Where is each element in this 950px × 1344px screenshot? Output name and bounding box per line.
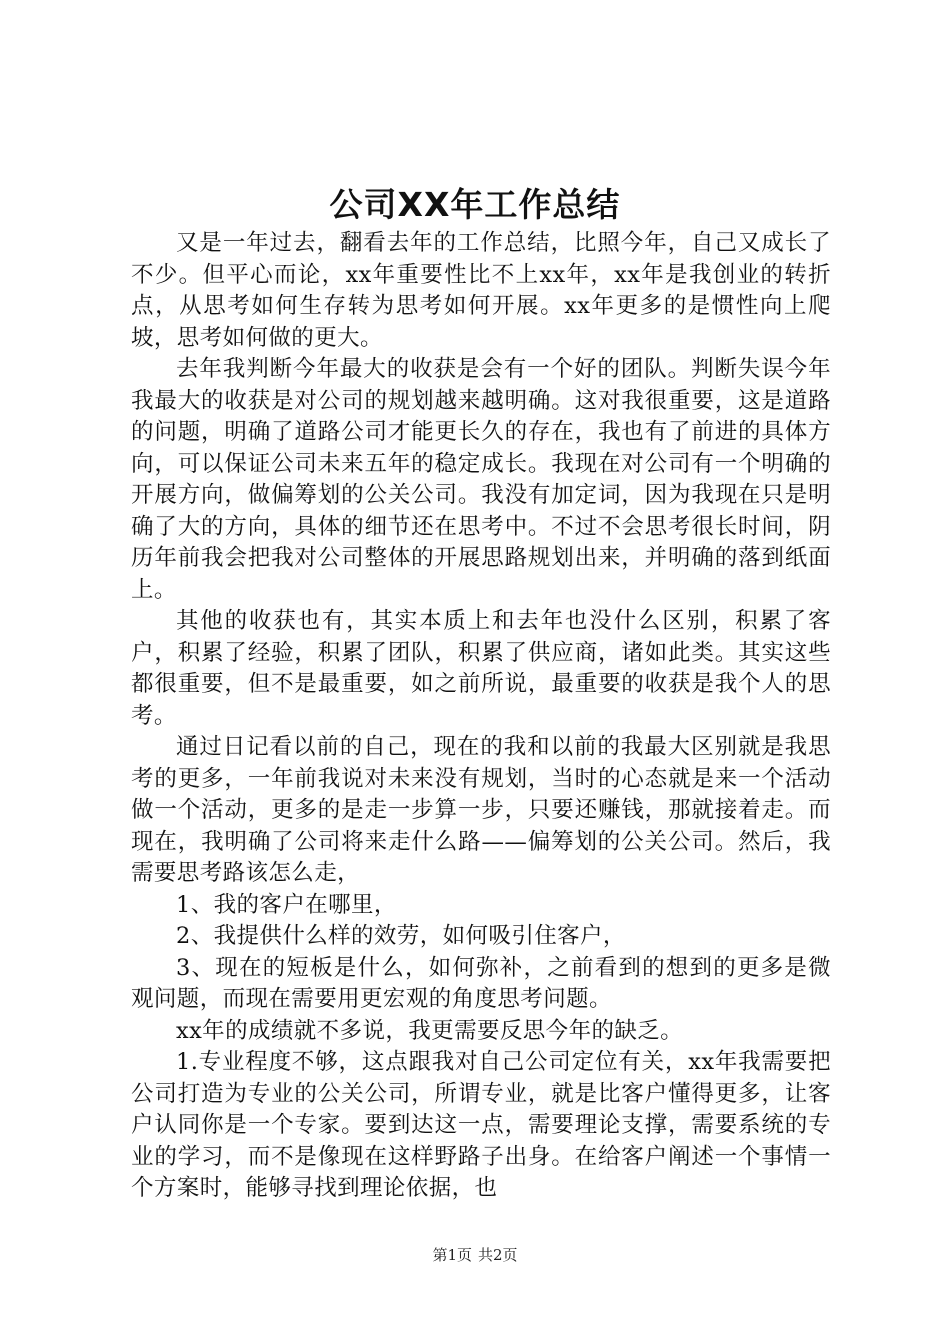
document-body [131, 228, 831, 1205]
page-total: 共2页 [478, 1246, 518, 1264]
paragraph: xx年的成绩就不多说，我更需要反思今年的缺乏。 [176, 1017, 684, 1044]
list-item: 1.专业程度不够，这点跟我对自己公司定位有关，xx年我需要把公司打造为专业的公关公司，所谓专业，就是比客户懂得更多，让客户认同你是一个专家。要到达这一点，需要理论支撑，需要系统的专业的学习，而不是像现在这样野路子出身。在给客户阐述一个事情一个方案时，能够寻找到理论依据，也 [131, 1049, 831, 1201]
page-number: 第1页 [432, 1246, 472, 1264]
paragraph: 又是一年过去，翻看去年的工作总结，比照今年，自己又成长了不少。但平心而论，xx年重要性比不上xx年，xx年是我创业的转折点，从思考如何生存转为思考如何开展。xx年更多的是惯性向上爬坡，思考如何做的更大。 [131, 230, 831, 351]
paragraph: 通过日记看以前的自己，现在的我和以前的我最大区别就是我思考的更多，一年前我说对未来没有规划，当时的心态就是来一个活动做一个活动，更多的是走一步算一步，只要还赚钱，那就接着走。而现在，我明确了公司将来走什么路——偏筹划的公关公司。然后，我需要思考路该怎么走， [131, 734, 831, 886]
document-title: 公司XX年工作总结 [329, 185, 621, 224]
list-item: 3、现在的短板是什么，如何弥补，之前看到的想到的更多是微观问题，而现在需要用更宏观的角度思考问题。 [131, 954, 831, 1012]
list-item: 1、我的客户在哪里， [176, 891, 397, 918]
page-footer [0, 1245, 950, 1265]
paragraph: 其他的收获也有，其实本质上和去年也没什么区别，积累了客户，积累了经验，积累了团队，积累了供应商，诸如此类。其实这些都很重要，但不是最重要，如之前所说，最重要的收获是我个人的思考。 [131, 608, 831, 729]
paragraph: 去年我判断今年最大的收获是会有一个好的团队。判断失误今年我最大的收获是对公司的规划越来越明确。这对我很重要，这是道路的问题，明确了道路公司才能更长久的存在，我也有了前进的具体方向，可以保证公司未来五年的稳定成长。我现在对公司有一个明确的开展方向，做偏筹划的公关公司。我没有加定词，因为我现在只是明确了大的方向，具体的细节还在思考中。不过不会思考很长时间，阴历年前我会把我对公司整体的开展思路规划出来，并明确的落到纸面上。 [131, 356, 831, 603]
list-item: 2、我提供什么样的效劳，如何吸引住客户， [176, 923, 626, 949]
